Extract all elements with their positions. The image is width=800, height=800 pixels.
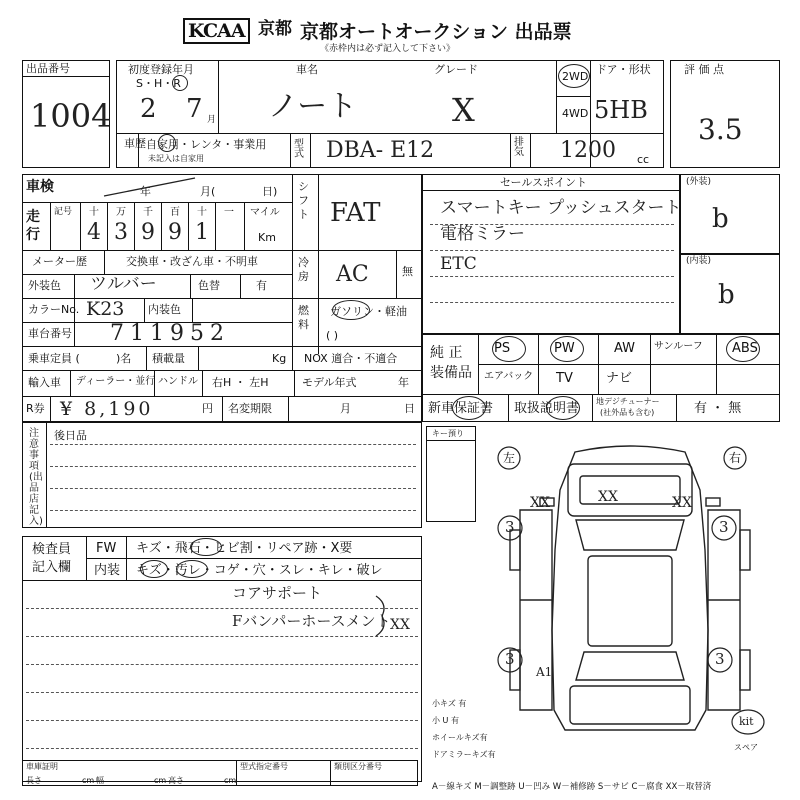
history-label: 車歴	[124, 137, 146, 150]
car-name-value: ノート	[268, 89, 358, 124]
inspector-label-1: 検査員	[32, 542, 72, 557]
fuel-circle	[332, 300, 370, 320]
score-value: 3.5	[698, 113, 743, 146]
pw-circle	[550, 336, 584, 362]
tuner-label: 地デジチューナー	[596, 397, 660, 406]
footer-width: 幅	[96, 776, 104, 785]
era-options: S・H・R	[136, 77, 181, 90]
footer-height: 高さ	[168, 776, 184, 785]
diagram-legend-item: 小 U 有	[432, 716, 459, 725]
door-label: ドア・形状	[596, 63, 651, 76]
ext-color-label: 外装色	[28, 279, 61, 292]
footer-cm-3: cm	[224, 776, 237, 785]
2wd-label: 2WD	[562, 70, 589, 83]
displacement-value: 1200	[560, 138, 616, 163]
equipment-item: TV	[556, 371, 573, 386]
diagram-right: 右	[729, 451, 742, 465]
shaken-year: 年	[140, 185, 151, 198]
shift-value: FAT	[330, 198, 381, 228]
mileage-unit-label: 千	[143, 207, 153, 218]
tuner-value: 有 ・ 無	[694, 401, 742, 416]
notes-label: 注意事項(出品店記入)	[29, 428, 43, 527]
mark-a1: A1	[536, 665, 553, 679]
recycle-label: R券	[26, 402, 45, 415]
tuner-sub: (社外品も含む)	[600, 408, 655, 417]
shaken-strike	[100, 176, 200, 200]
sales-point-1: スマートキー プッシュスタート	[440, 198, 682, 218]
diagram-legend-item: 小キズ 有	[432, 699, 467, 708]
diagram-legend-item: ドアミラーキズ有	[432, 750, 496, 759]
inspector-label-2: 記入欄	[32, 560, 72, 575]
chassis-value: 711952	[110, 321, 230, 346]
equipment-item: AW	[614, 341, 636, 356]
recycle-unit: 円	[202, 402, 213, 415]
fuel-paren: ( )	[326, 329, 339, 342]
warranty-manual: 取扱説明書	[514, 401, 580, 416]
ext-color-value: ツルバー	[90, 274, 157, 294]
inspector-brace	[372, 594, 392, 638]
model-year-label: モデル年式	[302, 376, 357, 389]
first-reg-year: 2	[140, 94, 157, 124]
equipment-label-2: 装備品	[430, 365, 472, 381]
mileage-unit-label: 十	[89, 207, 99, 218]
int-grade-label: (内装)	[686, 256, 712, 266]
model-label: 型式	[294, 139, 304, 160]
mark-xx-right: XX	[672, 495, 692, 511]
equipment-item: サンルーフ	[654, 341, 703, 352]
mark-xx-center: XX	[598, 489, 618, 505]
chassis-label: 車台番号	[28, 327, 72, 340]
name-change-label: 名変期限	[228, 402, 272, 415]
door-value: 5HB	[594, 96, 648, 124]
fw-items: キズ・飛石・ヒビ割・リペア跡・X要	[136, 541, 353, 556]
ac-none: 無	[402, 265, 413, 278]
notes-date-label: 後日品	[54, 429, 87, 442]
history-circle	[158, 134, 176, 152]
mileage-digit: 4	[87, 220, 101, 245]
fuel-options: ガソリン・軽油	[330, 305, 407, 318]
fw-circle	[190, 538, 222, 556]
capacity-label: 乗車定員 (	[28, 352, 80, 365]
history-options: 自家用・レンタ・事業用	[146, 138, 267, 151]
sales-points-header: セールスポイント	[500, 176, 588, 189]
name-change-month: 月	[340, 402, 351, 415]
2wd-circle	[558, 64, 590, 88]
footer-legend: A－線キズ M－調整跡 U－凹み W－補修跡 S－サビ C－腐食 XX－取替済	[432, 782, 712, 792]
ps-circle	[492, 336, 526, 362]
mileage-unit-label: 十	[197, 207, 207, 218]
mile-unit: マイル	[250, 207, 280, 218]
int-grade-value: b	[718, 280, 735, 310]
paint-label: 色替	[198, 279, 220, 292]
kcaa-logo: KCAA	[183, 18, 250, 44]
key-label: キー預り	[432, 429, 464, 438]
load-unit: Kg	[272, 352, 287, 365]
mileage-digit: 9	[141, 220, 155, 245]
model-value: DBA- E12	[326, 138, 435, 163]
shift-label: シフト	[298, 180, 309, 221]
equipment-divider	[598, 334, 599, 394]
footer-cm-2: cm	[154, 776, 167, 785]
diagram-left: 左	[503, 451, 516, 465]
abs-circle	[726, 336, 760, 362]
footer-garage: 車庫証明	[26, 762, 58, 771]
fuel-label: 燃料	[298, 304, 309, 331]
inspector-note-1: コアサポート	[232, 584, 323, 602]
recycle-value: ¥ 8,190	[60, 398, 154, 420]
grade-label: グレード	[434, 63, 478, 76]
score-label: 評 価 点	[684, 63, 724, 76]
footer-cm-1: cm	[82, 776, 95, 785]
warranty-circle	[452, 396, 486, 420]
mark-3-fr: 3	[719, 518, 729, 536]
era-r-circle	[172, 75, 188, 91]
meter-label: メーター歴	[32, 255, 87, 268]
car-diagram	[480, 430, 780, 770]
handle-options: 右H ・ 左H	[212, 376, 269, 389]
ac-label: 冷房	[298, 256, 309, 283]
warranty-new: 新車保証書	[428, 401, 494, 416]
mark-3-fl: 3	[505, 518, 515, 536]
mileage-unit-label: 百	[170, 207, 180, 218]
footer-length: 長さ	[26, 776, 42, 785]
equipment-item: PW	[554, 341, 575, 356]
nox-label: NOX 適合・不適合	[304, 352, 398, 365]
manual-circle	[546, 396, 580, 420]
import-label: 輸入車	[28, 376, 61, 389]
shaken-label: 車検	[26, 179, 54, 195]
equipment-divider	[538, 334, 539, 394]
footer-type-no: 型式指定番号	[240, 762, 288, 771]
inspector-note-mark: XX	[390, 617, 410, 633]
month-unit: 月	[207, 115, 217, 125]
mileage-divider	[215, 202, 216, 250]
sales-point-3: ETC	[440, 254, 477, 274]
form-note: 《赤枠内は必ず記入して下さい》	[320, 44, 456, 54]
mark-3-rl: 3	[505, 650, 515, 668]
mileage-unit-label: 一	[224, 207, 234, 218]
equipment-divider	[716, 334, 717, 394]
name-change-day: 日	[404, 402, 415, 415]
mileage-digit: 9	[168, 220, 182, 245]
color-no-value: K23	[86, 298, 125, 320]
logo-city: 京都	[258, 19, 292, 39]
ext-grade-label: (外装)	[686, 177, 712, 187]
mileage-unit-label: 万	[116, 207, 126, 218]
int-circle-1	[140, 560, 168, 578]
history-note: 未記入は自家用	[148, 154, 204, 163]
displacement-label: 排気	[514, 137, 524, 158]
equipment-item: ナビ	[606, 371, 633, 386]
shaken-day: 日)	[262, 185, 278, 198]
km-circle	[252, 227, 284, 247]
handle-label: ハンドル	[158, 376, 198, 387]
4wd-label: 4WD	[562, 107, 589, 120]
load-label: 積載量	[152, 352, 185, 365]
inspector-note-2: Fバンパーホースメント	[232, 612, 391, 630]
equipment-item: ABS	[732, 341, 758, 356]
equipment-item: エアバック	[484, 371, 534, 382]
meter-options: 交換車・改ざん車・不明車	[126, 255, 258, 268]
first-reg-month: 7	[186, 94, 203, 124]
fw-label: FW	[96, 541, 117, 556]
grade-value: X	[452, 91, 475, 129]
model-year-unit: 年	[398, 376, 409, 389]
color-no-label: カラーNo.	[28, 303, 80, 316]
int-circle-2	[176, 560, 208, 578]
km-unit: Km	[258, 231, 276, 244]
mileage-divider	[188, 202, 189, 250]
mileage-label: 走行	[26, 209, 40, 243]
import-dealer: ディーラー・並行	[76, 376, 156, 387]
mark-kit: kit	[739, 715, 754, 728]
first-reg-label: 初度登録年月	[128, 63, 194, 76]
mileage-digit: 3	[114, 220, 128, 245]
mileage-kigo: 記号	[54, 207, 73, 217]
mileage-divider	[134, 202, 135, 250]
spare-label: スペア	[734, 743, 758, 752]
mileage-digit: 1	[195, 220, 209, 245]
shaken-month: 月(	[200, 185, 216, 198]
int-inspect-label: 内装	[94, 563, 121, 578]
equipment-item: PS	[494, 341, 511, 356]
cc-unit: cc	[637, 153, 650, 166]
interior-color-label: 内装色	[148, 303, 181, 316]
ac-value: AC	[336, 262, 369, 287]
ext-grade-value: b	[712, 204, 729, 234]
capacity-unit: )名	[116, 352, 132, 365]
mileage-divider	[107, 202, 108, 250]
lot-label: 出品番号	[26, 62, 70, 75]
mark-3-rr: 3	[715, 650, 725, 668]
paint-value: 有	[256, 279, 267, 292]
equipment-label-1: 純 正	[430, 345, 463, 361]
mileage-divider	[161, 202, 162, 250]
footer-class-no: 類別区分番号	[334, 762, 382, 771]
equipment-divider	[650, 334, 651, 394]
diagram-legend-item: ホイールキズ有	[432, 733, 488, 742]
sales-point-2: 電格ミラー	[440, 224, 525, 244]
mark-xx-left: XX	[530, 495, 550, 511]
int-inspect-items: キズ・汚レ・コゲ・穴・スレ・キレ・破レ	[136, 563, 383, 578]
car-name-label: 車名	[296, 63, 318, 76]
form-title: 京都オートオークション 出品票	[300, 21, 572, 43]
lot-number: 1004	[30, 97, 112, 135]
